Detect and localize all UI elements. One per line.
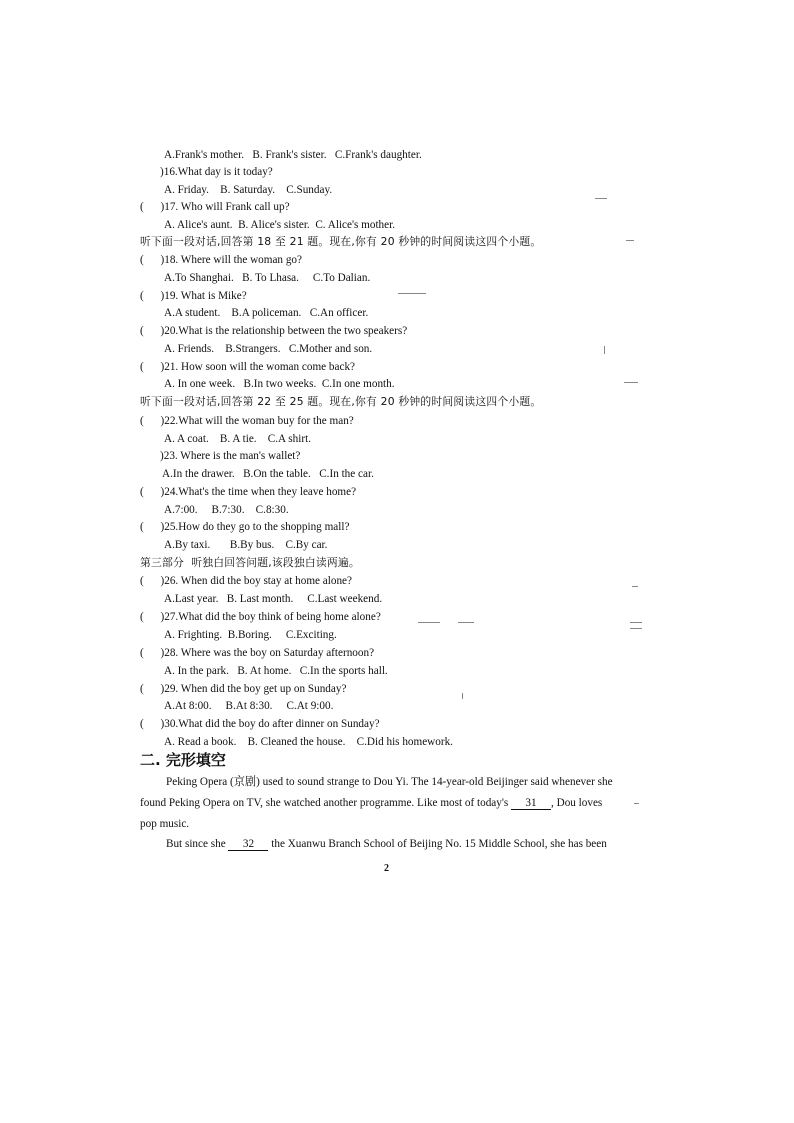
q20-options: A. Friends. B.Strangers. C.Mother and son. bbox=[164, 343, 373, 355]
passage-line-3: pop music. bbox=[140, 818, 190, 830]
passage-line-4-post: the Xuanwu Branch School of Beijing No. 15 Middle School, she has been bbox=[268, 838, 607, 850]
q19-options: A.A student. B.A policeman. C.An officer. bbox=[164, 307, 369, 319]
q26-options: A.Last year. B. Last month. C.Last weekend. bbox=[164, 593, 383, 605]
q24-question: ( )24.What's the time when they leave home? bbox=[140, 486, 357, 498]
q23-question: )23. Where is the man's wallet? bbox=[160, 450, 301, 462]
q17-options: A. Alice's aunt. B. Alice's sister. C. Alice's mother. bbox=[164, 219, 396, 231]
q18-options: A.To Shanghai. B. To Lhasa. C.To Dalian. bbox=[164, 272, 371, 284]
q24-options: A.7:00. B.7:30. C.8:30. bbox=[164, 504, 289, 516]
q22-options: A. A coat. B. A tie. C.A shirt. bbox=[164, 433, 311, 445]
section-title-cloze: 二. 完形填空 bbox=[140, 751, 226, 769]
passage-line-4-pre: But since she bbox=[166, 838, 229, 850]
q18-question: ( )18. Where will the woman go? bbox=[140, 254, 302, 266]
q27-question: ( )27.What did the boy think of being home alone? bbox=[140, 611, 381, 623]
q16-question: )16.What day is it today? bbox=[160, 166, 273, 178]
q23-options: A.In the drawer. B.On the table. C.In the car. bbox=[162, 468, 374, 480]
scan-mark bbox=[630, 628, 642, 629]
scan-mark bbox=[632, 586, 638, 587]
q19-question: ( )19. What is Mike? bbox=[140, 290, 247, 302]
scan-mark bbox=[398, 293, 426, 294]
blank-32: 32 bbox=[228, 838, 268, 851]
instruction-18-21: 听下面一段对话,回答第 18 至 21 题。现在,你有 20 秒钟的时间阅读这四个小题。 bbox=[140, 235, 542, 248]
q20-question: ( )20.What is the relationship between the two speakers? bbox=[140, 325, 408, 337]
q29-options: A.At 8:00. B.At 8:30. C.At 9:00. bbox=[164, 700, 334, 712]
passage-line-2-post: , Dou loves bbox=[551, 797, 603, 809]
instruction-22-25: 听下面一段对话,回答第 22 至 25 题。现在,你有 20 秒钟的时间阅读这四个小题。 bbox=[140, 395, 542, 408]
q16-options: A. Friday. B. Saturday. C.Sunday. bbox=[164, 184, 333, 196]
q27-options: A. Frighting. B.Boring. C.Exciting. bbox=[164, 629, 337, 641]
passage-line-1: Peking Opera (京剧) used to sound strange to Dou Yi. The 14-year-old Beijinger said whenever she bbox=[166, 776, 613, 788]
passage-line-2 bbox=[140, 796, 602, 810]
scan-mark bbox=[630, 622, 642, 623]
q21-question: ( )21. How soon will the woman come back? bbox=[140, 361, 355, 373]
passage-line-4 bbox=[166, 837, 607, 851]
q25-options: A.By taxi. B.By bus. C.By car. bbox=[164, 539, 328, 551]
q28-options: A. In the park. B. At home. C.In the sports hall. bbox=[164, 665, 388, 677]
q28-question: ( )28. Where was the boy on Saturday afternoon? bbox=[140, 647, 375, 659]
blank-31: 31 bbox=[511, 797, 551, 810]
passage-line-2-pre: found Peking Opera on TV, she watched another programme. Like most of today's bbox=[140, 797, 512, 809]
scan-mark bbox=[626, 240, 634, 241]
scan-mark bbox=[634, 803, 639, 804]
q17-question: ( )17. Who will Frank call up? bbox=[140, 201, 290, 213]
scan-mark bbox=[624, 382, 638, 383]
q29-question: ( )29. When did the boy get up on Sunday? bbox=[140, 683, 347, 695]
part-three-heading: 第三部分 听独白回答问题,该段独白读两遍。 bbox=[140, 556, 360, 569]
scan-mark bbox=[462, 693, 463, 699]
q22-question: ( )22.What will the woman buy for the man? bbox=[140, 415, 354, 427]
q15-options: A.Frank's mother. B. Frank's sister. C.Frank's daughter. bbox=[164, 149, 422, 161]
scan-mark bbox=[458, 622, 474, 623]
q25-question: ( )25.How do they go to the shopping mall? bbox=[140, 521, 350, 533]
q26-question: ( )26. When did the boy stay at home alone? bbox=[140, 575, 352, 587]
q21-options: A. In one week. B.In two weeks. C.In one month. bbox=[164, 378, 395, 390]
q30-question: ( )30.What did the boy do after dinner on Sunday? bbox=[140, 718, 380, 730]
scan-mark bbox=[418, 622, 440, 623]
scan-mark bbox=[604, 346, 605, 354]
page-number: 2 bbox=[384, 863, 389, 874]
scan-mark bbox=[595, 198, 607, 199]
q30-options: A. Read a book. B. Cleaned the house. C.Did his homework. bbox=[164, 736, 453, 748]
